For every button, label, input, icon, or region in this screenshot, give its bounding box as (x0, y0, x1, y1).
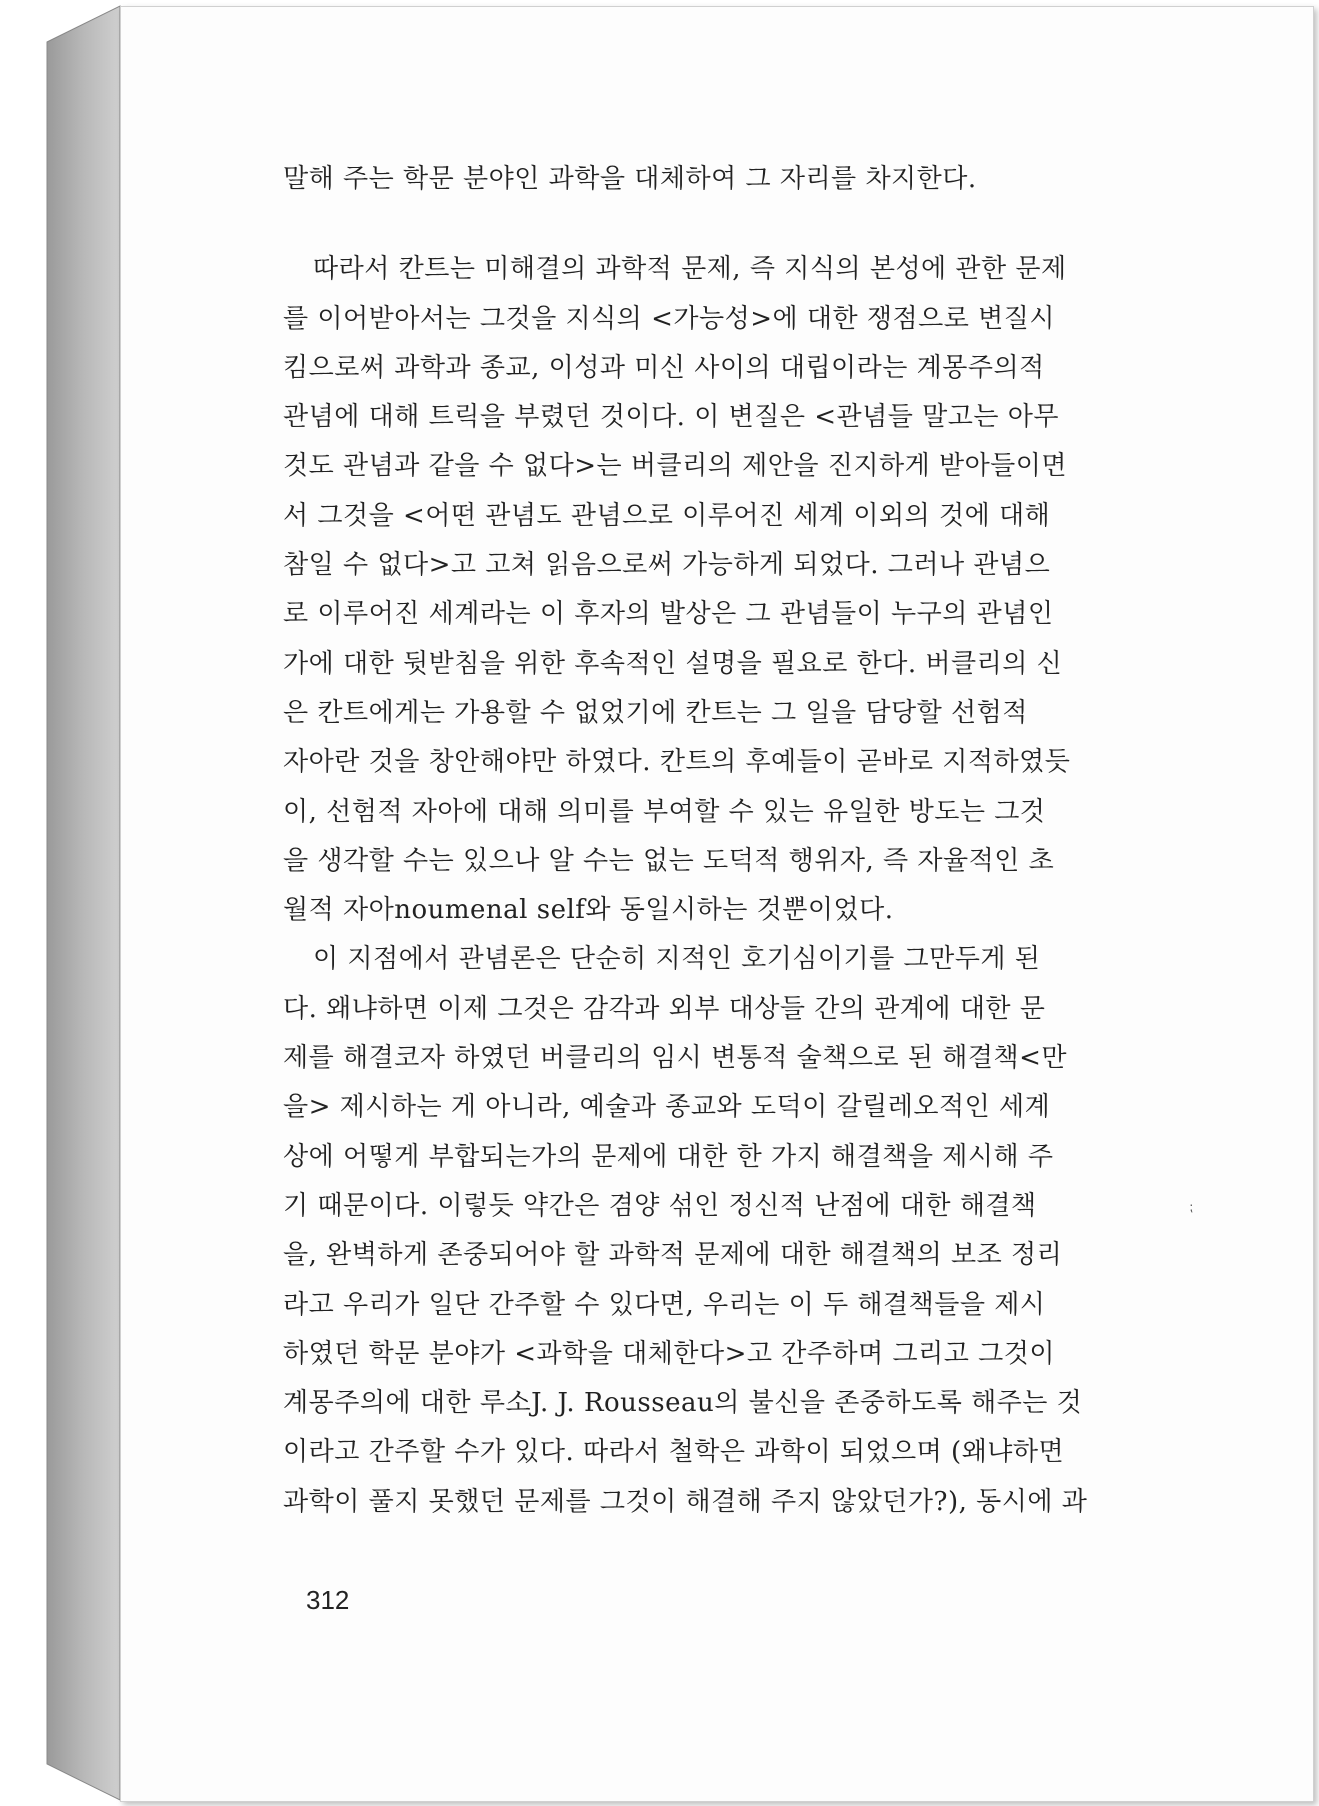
text-line: 따라서 칸트는 미해결의 과학적 문제, 즉 지식의 본성에 관한 문제 (313, 254, 1067, 285)
text-line: 관념에 대해 트릭을 부렸던 것이다. 이 변질은 <관념들 말고는 아무 (283, 402, 1059, 433)
text-line: 하였던 학문 분야가 <과학을 대체한다>고 간주하며 그리고 그것이 (283, 1338, 1055, 1369)
text-line: 라고 우리가 일단 간주할 수 있다면, 우리는 이 두 해결책들을 제시 (283, 1289, 1046, 1320)
text-line: 이라고 간주할 수가 있다. 따라서 철학은 과학이 되었으며 (왜냐하면 (283, 1437, 1065, 1468)
text-line: 은 칸트에게는 가용할 수 없었기에 칸트는 그 일을 담당할 선험적 (283, 697, 1028, 728)
text-line: 과학이 풀지 못했던 문제를 그것이 해결해 주지 않았던가?), 동시에 과 (283, 1486, 1088, 1517)
text-line: 이 지점에서 관념론은 단순히 지적인 호기심이기를 그만두게 된 (313, 944, 1041, 975)
text-line: 가에 대한 뒷받침을 위한 후속적인 설명을 필요로 한다. 버클리의 신 (283, 648, 1063, 679)
text-line: 것도 관념과 같을 수 없다>는 버클리의 제안을 진지하게 받아들이면 (283, 451, 1068, 482)
text-line: 제를 해결코자 하였던 버클리의 임시 변통적 술책으로 된 해결책<만 (283, 1043, 1068, 1074)
text-line: 킴으로써 과학과 종교, 이성과 미신 사이의 대립이라는 계몽주의적 (283, 352, 1045, 383)
text-line: 월적 자아noumenal self와 동일시하는 것뿐이었다. (283, 895, 894, 926)
text-line: 을, 완벽하게 존중되어야 할 과학적 문제에 대한 해결책의 보조 정리 (283, 1240, 1063, 1271)
text-line: 서 그것을 <어떤 관념도 관념으로 이루어진 세계 이외의 것에 대해 (283, 500, 1051, 531)
text-line: 를 이어받아서는 그것을 지식의 <가능성>에 대한 쟁점으로 변질시 (283, 303, 1055, 334)
text-line: 로 이루어진 세계라는 이 후자의 발상은 그 관념들이 누구의 관념인 (283, 599, 1054, 630)
text-line: 을 생각할 수는 있으나 알 수는 없는 도덕적 행위자, 즉 자율적인 초 (283, 845, 1055, 876)
text-line: 기 때문이다. 이렇듯 약간은 겸양 섞인 정신적 난점에 대한 해결책 (283, 1190, 1037, 1221)
text-line: 말해 주는 학문 분야인 과학을 대체하여 그 자리를 차지한다. (283, 164, 977, 194)
page-number: 312 (306, 1585, 350, 1615)
text-line: 이, 선험적 자아에 대해 의미를 부여할 수 있는 유일한 방도는 그것 (283, 796, 1046, 827)
text-line: 계몽주의에 대한 루소J. J. Rousseau의 불신을 존중하도록 해주는 것 (283, 1388, 1083, 1419)
paragraph-gap (283, 204, 1143, 245)
text-line: 상에 어떻게 부합되는가의 문제에 대한 한 가지 해결책을 제시해 주 (283, 1141, 1054, 1172)
scan-speck: ⁏ (1189, 1200, 1194, 1214)
body-text (283, 155, 1143, 1527)
text-line: 참일 수 없다>고 고쳐 읽음으로써 가능하게 되었다. 그러나 관념으 (283, 550, 1051, 581)
text-line: 을> 제시하는 게 아니라, 예술과 종교와 도덕이 갈릴레오적인 세계 (283, 1092, 1051, 1123)
text-line: 다. 왜냐하면 이제 그것은 감각과 외부 대상들 간의 관계에 대한 문 (283, 993, 1046, 1024)
text-line: 자아란 것을 창안해야만 하였다. 칸트의 후예들이 곧바로 지적하였듯 (283, 747, 1071, 778)
